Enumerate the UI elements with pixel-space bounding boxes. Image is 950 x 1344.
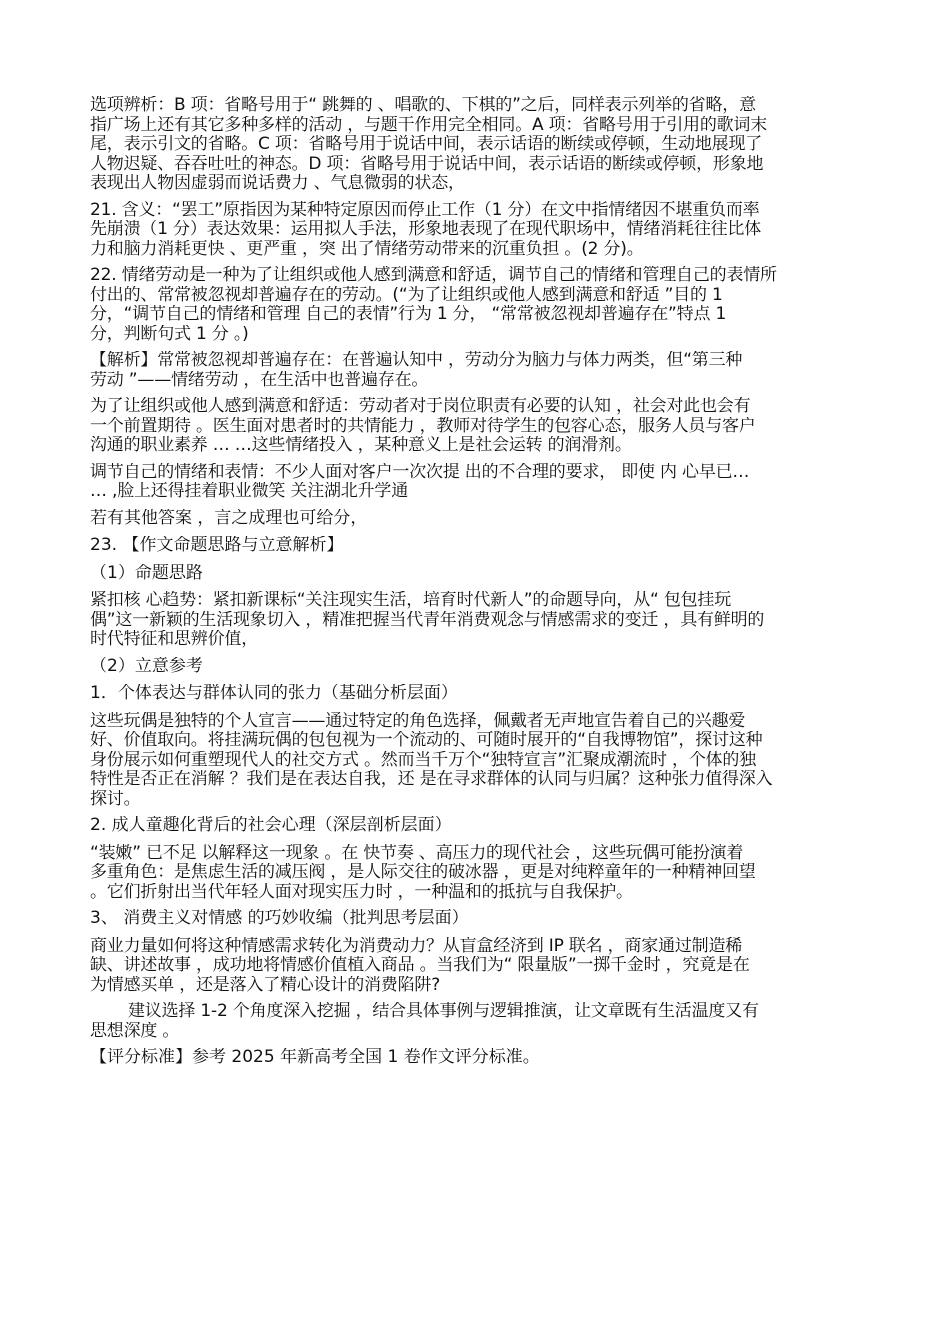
text-line: 。它们折射出当代年轻人面对现实压力时 ，一种温和的抵抗与自我保护。 (90, 882, 633, 902)
text-line: 偶”这一新颖的生活现象切入 ，精准把握当代青年消费观念与情感需求的变迁 ，具有鲜明的 (90, 610, 765, 630)
text-line: 商业力量如何将这种情感需求转化为消费动力？从盲盒经济到 IP 联名 ，商家通过制造稀 (90, 936, 743, 956)
text-line: 这些玩偶是独特的个人宣言——通过特定的角色选择，佩戴者无声地宣告着自己的兴趣爱 (90, 711, 746, 731)
subheading-3: 3、 消费主义对情感 的巧妙收编（批判思考层面） (90, 909, 469, 928)
subpoint-1-paragraph (90, 712, 872, 810)
analysis-paragraph (90, 351, 872, 390)
question-23-heading: 23. 【作文命题思路与立意解析】 (90, 536, 344, 555)
purpose-paragraph (90, 397, 872, 456)
text-line: 21. 含义：“罢工”原指因为某种特定原因而停止工作（1 分）在文中指情绪因不堪重负而率 (90, 200, 760, 220)
subheading-1: 1．个体表达与群体认同的张力（基础分析层面） (90, 684, 458, 703)
text-line: 分，判断句式 1 分 。) (90, 324, 249, 344)
other-answers-note: 若有其他答案 ，言之成理也可给分， (90, 508, 368, 528)
text-line: 缺、讲述故事 ，成功地将情感价值植入商品 。当我们为“ 限量版”一掷千金时 ，究竟是在 (90, 956, 750, 975)
text-line: 人物迟疑、吞吞吐吐的神态。D 项：省略号用于说话中间，表示话语的断续或停顿，形象地 (90, 154, 764, 174)
section-heading-1: （1）命题思路 (90, 563, 203, 583)
text-line: … ,脸上还得挂着职业微笑 关注湖北升学通 (90, 482, 409, 501)
scoring-standard: 【评分标准】参考 2025 年新高考全国 1 卷作文评分标准。 (90, 1048, 540, 1067)
subheading-2: 2. 成人童趣化背后的社会心理（深层剖析层面） (90, 816, 452, 835)
text-line: 时代特征和思辨价值， (90, 630, 258, 649)
option-analysis-paragraph (90, 96, 872, 194)
text-line: 多重角色：是焦虑生活的减压阀 ，是人际交往的破冰器 ，更是对纯粹童年的一种精神回望 (90, 863, 756, 882)
answer-22-paragraph (90, 266, 872, 344)
text-line: 建议选择 1-2 个角度深入挖掘 ，结合具体事例与逻辑推演，让文章既有生活温度又有 (128, 1002, 759, 1021)
text-line: 为情感买单 ，还是落入了精心设计的消费陷阱? (90, 975, 441, 995)
text-line: 调节自己的情绪和表情：不少人面对客户一次次提 出的不合理的要求， 即使 内 心早已… (90, 462, 750, 482)
text-line: 力和脑力消耗更快 、更严重 ，突 出了情绪劳动带来的沉重负担 。(2 分)。 (90, 239, 644, 259)
text-line: 思想深度 。 (90, 1021, 180, 1041)
text-line: 尾，表示引文的省略。C 项：省略号用于说话中间，表示话语的断续或停顿，生动地展现了 (90, 135, 763, 154)
section-heading-2: （2）立意参考 (90, 656, 203, 676)
text-line: 付出的、常常被忽视却普遍存在的劳动。(“为了让组织或他人感到满意和舒适 ”目的 1 (90, 285, 723, 305)
emotion-regulation-paragraph (90, 463, 872, 502)
text-line: 好、价值取向。将挂满玩偶的包包视为一个流动的、可随时展开的“自我博物馆”，探讨这种 (90, 731, 763, 750)
text-line: 【解析】常常被忽视却普遍存在：在普遍认知中 ，劳动分为脑力与体力两类，但“第三种 (90, 351, 743, 370)
text-line: “装嫩” 已不足 以解释这一现象 。在 快节奏 、高压力的现代社会 ，这些玩偶可能扮演着 (90, 843, 744, 863)
text-line: 劳动 ”——情绪劳动 ，在生活中也普遍存在。 (90, 370, 429, 390)
document-page (90, 96, 872, 1076)
text-line: 22. 情绪劳动是一种为了让组织或他人感到满意和舒适，调节自己的情绪和管理自己的表情所 (90, 266, 777, 285)
subpoint-2-paragraph (90, 844, 872, 903)
text-line: 选项辨析：B 项：省略号用于“ 跳舞的 、唱歌的、下棋的”之后，同样表示列举的省略，意 (90, 96, 756, 115)
topic-idea-paragraph (90, 591, 872, 650)
text-line: 先崩溃（1 分）表达效果：运用拟人手法，形象地表现了在现代职场中，情绪消耗往往比体 (90, 220, 762, 239)
subpoint-3-paragraph (90, 937, 872, 996)
answer-21-paragraph (90, 201, 872, 260)
text-line: 沟通的职业素养 … …这些情绪投入 ，某种意义上是社会运转 的润滑剂。 (90, 436, 632, 455)
text-line: 为了让组织或他人感到满意和舒适：劳动者对于岗位职责有必要的认知 ，社会对此也会有 (90, 397, 751, 416)
text-line: 身份展示如何重塑现代人的社交方式 。然而当千万个“独特宣言”汇聚成潮流时 ，个体的独 (90, 750, 757, 770)
suggestion-paragraph (90, 1002, 872, 1041)
text-line: 表现出人物因虚弱而说话费力 、气息微弱的状态， (90, 174, 465, 193)
text-line: 探讨。 (90, 789, 141, 809)
text-line: 特性是否正在消解 ？我们是在表达自我，还 是在寻求群体的认同与归属？这种张力值得深入 (90, 770, 773, 789)
text-line: 一个前置期待 。医生面对患者时的共情能力 ，教师对待学生的包容心态，服务人员与客户 (90, 416, 756, 436)
text-line: 紧扣核 心趋势：紧扣新课标“关注现实生活，培育时代新人”的命题导向，从“ 包包挂玩 (90, 591, 732, 610)
text-line: 指广场上还有其它多种多样的活动 ，与题干作用完全相同。A 项：省略号用于引用的歌词末 (90, 115, 768, 135)
text-line: 分，“调节自己的情绪和管理 自己的表情”行为 1 分， “常常被忽视却普遍存在”特点 1 (90, 305, 727, 324)
